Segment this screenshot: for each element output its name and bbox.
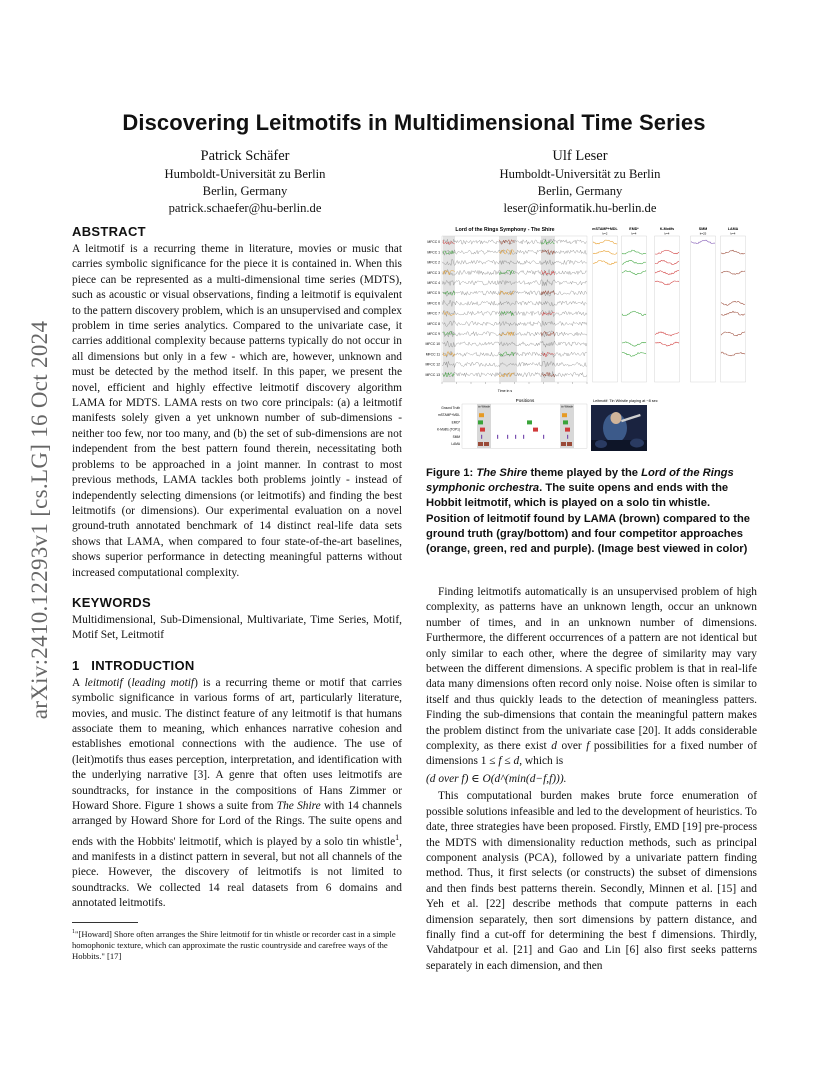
left-column bbox=[72, 224, 402, 912]
author-name: Ulf Leser bbox=[552, 148, 608, 164]
panel-series-line bbox=[622, 260, 646, 264]
position-mark bbox=[478, 420, 483, 424]
panel-series-line bbox=[721, 301, 745, 305]
panel-series-line bbox=[622, 250, 646, 254]
position-mark bbox=[479, 413, 484, 417]
author-email[interactable]: patrick.schaefer@hu-berlin.de bbox=[168, 201, 322, 215]
channel-label: MFCC 12 bbox=[425, 362, 440, 367]
gt-band-label: tin Whistle bbox=[478, 405, 490, 409]
position-mark bbox=[484, 442, 489, 446]
position-mark bbox=[527, 420, 532, 424]
complexity-formula: (d over f) ∈ O(d^(min(d−f,f))). bbox=[426, 772, 567, 785]
panel-k: k=4 bbox=[631, 231, 637, 236]
position-row-label: mSTAMP+MDL bbox=[438, 413, 460, 418]
panel-title: LAMA bbox=[727, 227, 739, 231]
abstract-text: A leitmotif is a recurring theme in literature, movies or music that carries symbolic significance for the piece it is contained in. When this piece can be represented as a multi-dimensional time series (MDTS), such as acoustic or visual observations, finding a leitmotif is equivalent to the pattern discovery problem, which is an unsupervised and complex problem in time series analytics. Compared to the univariate case, it carries additional complexity because patterns typically do not occur in all dimensions but only in a few - which are, however, unknown and must be detected by the method itself. In this paper, we present the novel, efficient and highly effective leitmotif discovery algorithm LAMA for MDTS. LAMA rests on two core principals: (a) a leitmotif manifests solely given a yet unknown number of sub-dimensions - neither too few, nor too many, and (b) the set of sub-dimensions are not independent from the best pattern found therein, necessitating both problems to be approached in a joint manner. In contrast to most previous methods, LAMA tackles both problems jointly - instead of independently selecting dimensions (or leitmotifs) and finding the best leitmotifs (or dimensions). Our experimental evaluation on a novel ground-truth annotated benchmark of 14 distinct real-life data sets shows that LAMA, when compared to four state-of-the-art baselines, shows superior performance in detecting meaningful patterns without increased computational complexity. bbox=[72, 243, 402, 579]
positions-chart bbox=[437, 404, 587, 448]
channel-label: MFCC 6 bbox=[427, 301, 440, 306]
axis-ticks bbox=[442, 382, 587, 384]
panel-series-line bbox=[721, 250, 745, 254]
photo-face bbox=[611, 412, 622, 424]
image-title: Leitmotif: Tin Whistle playing at ~8 sec bbox=[593, 399, 658, 403]
position-mark bbox=[507, 435, 508, 439]
panel-k: k=4 bbox=[664, 231, 670, 236]
figure-caption: Figure 1: The Shire theme played by the Lord of the Rings symphonic orchestra. The suite opens and ends with the Hobbit leitmotif, which is played on a solo tin whistle. Position of leitmotif found by LAMA (brown) compared to the ground truth (gray/bottom) and four competitor approaches (orange, green, red and purple). (Image best viewed in color) bbox=[426, 467, 750, 556]
author-block-1 bbox=[95, 147, 395, 217]
panel-frame bbox=[593, 236, 618, 382]
intro-paragraph: A leitmotif (leading motif) is a recurring theme or motif that carries symbolic significance in various forms of art, particularly literature, movies, and music. The distinct feature of any leitmotif is that humans associate them to meaning, which enhances narrative cohesion and establishes emotional connections with the audience. The use of (leit)motifs thus eases perception, interpretation, and identification with the underlying narrative [3]. A genre that often uses leitmotifs are soundtracks, for instance in the compositions of Hans Zimmer or Howard Shore. Figure 1 shows a suite from The Shire with 14 channels arranged by Howard Shore for Lord of the Rings. The suite opens and ends with the Hobbits' leitmotif, which is played by a solo tin whistle$^1$, and manifests in a distinct pattern in several, but not all channels of the piece. However, the discovery of leitmotifs is not limited to soundtracks. We collected 14 real datasets from 6 domains and annotated leitmotifs. bbox=[72, 676, 402, 910]
position-mark bbox=[567, 435, 568, 439]
position-mark bbox=[497, 435, 498, 439]
panel-series-line bbox=[593, 240, 617, 244]
panel-series bbox=[593, 236, 746, 382]
position-mark bbox=[515, 435, 516, 439]
right-column-text bbox=[426, 585, 757, 974]
photo-musician-right bbox=[630, 439, 644, 448]
panel-series-line bbox=[622, 311, 646, 316]
motif-band bbox=[443, 236, 455, 382]
position-mark bbox=[480, 428, 485, 432]
arxiv-stamp bbox=[20, 290, 60, 750]
intro-heading bbox=[72, 658, 402, 673]
panel-title: mSTAMP+MDL bbox=[592, 227, 618, 231]
motif-band bbox=[499, 236, 517, 382]
position-mark bbox=[523, 435, 524, 439]
channel-label: MFCC 2 bbox=[427, 260, 440, 265]
position-mark bbox=[481, 435, 482, 439]
author-location: Berlin, Germany bbox=[202, 184, 288, 198]
channel-label: MFCC 13 bbox=[425, 372, 440, 377]
panel-series-line bbox=[721, 332, 745, 336]
position-row-label: SMM bbox=[452, 434, 460, 439]
section-number: 1 bbox=[72, 657, 80, 673]
position-row-label: EMD* bbox=[451, 420, 460, 425]
position-mark bbox=[567, 442, 572, 446]
channel-label: MFCC 1 bbox=[427, 250, 440, 255]
author-name: Patrick Schäfer bbox=[200, 148, 290, 164]
channel-label: MFCC 10 bbox=[425, 342, 440, 347]
panel-k: k=25 bbox=[699, 231, 707, 236]
channel-label: MFCC 4 bbox=[427, 281, 440, 285]
orchestra-photo bbox=[591, 405, 647, 451]
panel-frame bbox=[691, 236, 716, 382]
panel-series-line bbox=[622, 352, 646, 356]
author-email[interactable]: leser@informatik.hu-berlin.de bbox=[503, 201, 657, 215]
author-location: Berlin, Germany bbox=[537, 184, 623, 198]
right-paragraph-1: Finding leitmotifs automatically is an unsupervised problem of high complexity, as patterns have an unknown length, occur an unknown number of times, and in an unknown number of dimensions. Furthermore, the different occurrences of a pattern are not identical but only similar to each other, where the degree of similarity may vary between the different dimensions. A specific problem is that in real-life data many dimensions often record only noise. Noise often is similar to itself and thus quickly leads to the detection of meaningless patters. Finding the sub-dimensions that contain the meaningful pattern makes the problem distinct from the univariate case [20]. It adds considerable complexity, as there exist d over f possibilities for a fixed number of dimensions 1 ≤ f ≤ d, which is bbox=[426, 586, 758, 768]
paper-title: Discovering Leitmotifs in Multidimensional Time Series bbox=[122, 110, 706, 135]
panel-series-line bbox=[622, 270, 646, 274]
position-row-label: Ground Truth bbox=[441, 406, 460, 410]
channel-label: MFCC 8 bbox=[427, 321, 440, 326]
footnote-rule bbox=[72, 922, 138, 923]
position-mark bbox=[533, 428, 538, 432]
channel-label: MFCC 7 bbox=[427, 311, 440, 316]
panel-series-line bbox=[655, 342, 679, 346]
keywords-heading: KEYWORDS bbox=[72, 594, 151, 610]
channel-rows bbox=[425, 236, 587, 382]
time-axis-label: Time in s bbox=[497, 389, 513, 393]
position-row-label: K-Motifs (TOP1) bbox=[437, 427, 460, 432]
position-mark bbox=[562, 413, 567, 417]
panel-frame bbox=[721, 236, 746, 382]
arxiv-id: arXiv:2410.12293v1 [cs.LG] 16 Oct 2024 bbox=[27, 320, 52, 720]
channel-label: MFCC 5 bbox=[427, 291, 440, 296]
author-block-2 bbox=[430, 147, 730, 217]
position-mark bbox=[565, 428, 570, 432]
panel-frame bbox=[655, 236, 680, 382]
author-affiliation: Humboldt-Universität zu Berlin bbox=[499, 167, 661, 181]
footnote-text: $^1$"[Howard] Shore often arranges the Shire leitmotif for tin whistle or recorder cast in a simple homophonic texture, which can approximate the rustic countryside and carefree ways of the Hobbits." [17] bbox=[72, 928, 396, 961]
panel-frame bbox=[622, 236, 647, 382]
position-mark bbox=[563, 420, 568, 424]
figure-main-title: Lord of the Rings Symphony - The Shire bbox=[455, 227, 555, 233]
section-title: INTRODUCTION bbox=[91, 657, 195, 673]
panel-headers bbox=[592, 227, 738, 236]
right-paragraph-2: This computational burden makes brute force enumeration of possible solutions infeasible and led to the development of heuristics. To date, three strategies have been proposed. Firstly, EMD [19] pre-process the MDTS with dimensionality reduction methods, such as principal component analysis (PCA), followed by a univariate pattern finding method. Thus, it first selects (or constructs) the subset of dimensions and then finds best patterns therein. Secondly, Minnen et al. [15] and Yeh et al. [22] describe methods that compute patterns in each dimension separately, then sort dimensions by pattern distance, and finally find a cut-off for determining the best f dimensions. Thirdly, Vahdatpour et al. [21] and Gao and Lin [6] also first seeks patterns separately in each dimension, and then bbox=[426, 790, 757, 972]
panel-series-line bbox=[721, 271, 745, 274]
panel-series-line bbox=[721, 352, 745, 356]
channel-label: MFCC 11 bbox=[425, 352, 440, 357]
panel-k: k=2 bbox=[602, 231, 608, 236]
panel-title: K-Motifs bbox=[659, 227, 675, 231]
figure-1 bbox=[415, 222, 760, 454]
panel-series-line bbox=[593, 250, 617, 254]
channel-label: MFCC 3 bbox=[427, 270, 440, 275]
panel-series-line bbox=[622, 342, 646, 346]
abstract-heading: ABSTRACT bbox=[72, 224, 146, 239]
position-mark bbox=[561, 442, 566, 446]
footnote bbox=[72, 922, 402, 962]
gt-band-label: tin Whistle bbox=[561, 405, 573, 409]
panel-title: EMD* bbox=[629, 227, 639, 231]
gt-band bbox=[560, 404, 574, 448]
panel-series-line bbox=[655, 332, 679, 336]
panel-series-line bbox=[691, 240, 715, 244]
motif-band bbox=[541, 236, 555, 382]
panel-series-line bbox=[655, 250, 679, 254]
position-mark bbox=[478, 442, 483, 446]
channel-label: MFCC 0 bbox=[427, 240, 440, 245]
channel-label: MFCC 9 bbox=[427, 332, 440, 336]
keywords-text: Multidimensional, Sub-Dimensional, Multivariate, Time Series, Motif, Motif Set, Leitmotif bbox=[72, 613, 402, 642]
position-mark bbox=[543, 435, 544, 439]
panel-series-line bbox=[721, 311, 745, 315]
positions-title: Positions bbox=[515, 398, 535, 403]
panel-series-line bbox=[655, 260, 679, 264]
panel-k: k=4 bbox=[730, 231, 736, 236]
gt-band bbox=[477, 404, 491, 448]
photo-musician-left bbox=[595, 440, 607, 448]
panel-title: SMM bbox=[698, 227, 708, 231]
panel-series-line bbox=[593, 260, 617, 264]
panel-series-line bbox=[655, 270, 679, 274]
author-affiliation: Humboldt-Universität zu Berlin bbox=[164, 167, 326, 181]
panel-series-line bbox=[655, 281, 679, 285]
position-row-label: LAMA bbox=[451, 442, 460, 446]
